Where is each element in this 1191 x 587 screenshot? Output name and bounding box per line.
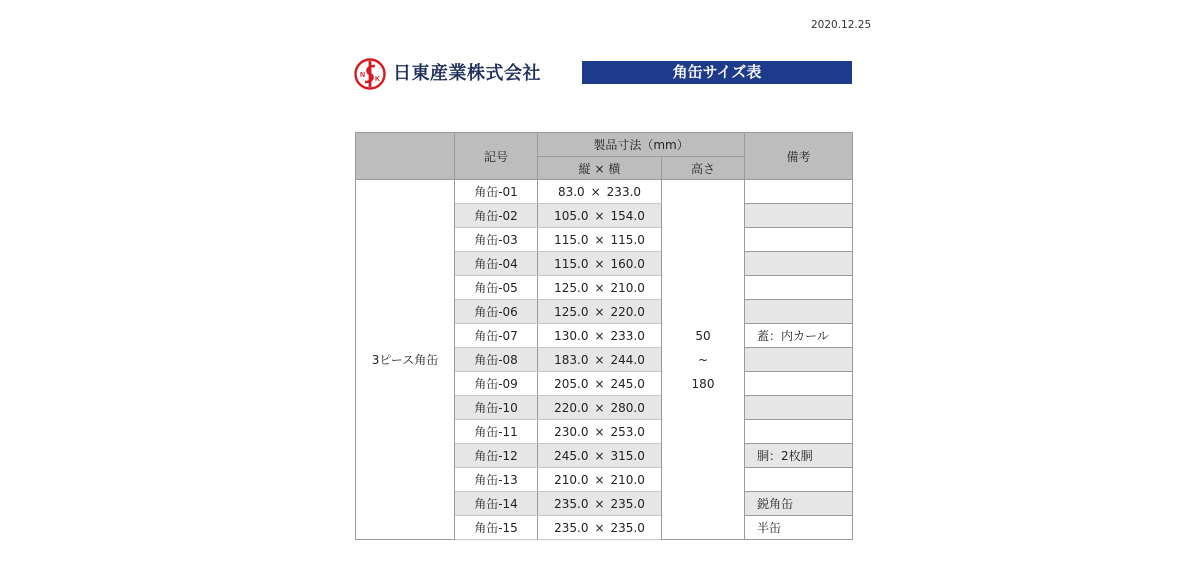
times-sign: × bbox=[594, 376, 605, 391]
code-cell: 角缶-01 bbox=[455, 180, 538, 204]
code-cell: 角缶-03 bbox=[455, 228, 538, 252]
times-sign: × bbox=[590, 184, 601, 199]
times-sign: × bbox=[594, 520, 605, 535]
remarks-cell bbox=[745, 420, 853, 444]
remarks-cell: 半缶 bbox=[745, 516, 853, 540]
times-sign: × bbox=[594, 400, 605, 415]
svg-text:N: N bbox=[360, 72, 366, 79]
dimension-cell bbox=[538, 324, 662, 348]
dimension-cell bbox=[538, 468, 662, 492]
remarks-cell bbox=[745, 372, 853, 396]
table-row bbox=[356, 180, 853, 204]
size-table bbox=[355, 132, 853, 540]
company-name: 日東産業株式会社 bbox=[393, 63, 541, 84]
dimensions-header: 製品寸法（mm） bbox=[538, 133, 745, 157]
width-value: 210.0 bbox=[610, 472, 645, 487]
code-cell: 角缶-12 bbox=[455, 444, 538, 468]
code-cell: 角缶-05 bbox=[455, 276, 538, 300]
remarks-cell bbox=[745, 396, 853, 420]
remarks-cell bbox=[745, 204, 853, 228]
length-value: 105.0 bbox=[554, 208, 589, 223]
remarks-cell bbox=[745, 468, 853, 492]
dimension-cell bbox=[538, 276, 662, 300]
width-value: 210.0 bbox=[610, 280, 645, 295]
length-value: 245.0 bbox=[554, 448, 589, 463]
remarks-cell bbox=[745, 228, 853, 252]
height-cell bbox=[662, 180, 745, 540]
page-title-banner: 角缶サイズ表 bbox=[582, 61, 852, 84]
remarks-cell bbox=[745, 300, 853, 324]
times-sign: × bbox=[594, 424, 605, 439]
length-value: 235.0 bbox=[554, 496, 589, 511]
length-value: 115.0 bbox=[554, 256, 589, 271]
remarks-header: 備考 bbox=[745, 133, 853, 180]
length-value: 130.0 bbox=[554, 328, 589, 343]
dimension-cell bbox=[538, 396, 662, 420]
remarks-cell bbox=[745, 180, 853, 204]
width-value: 233.0 bbox=[606, 184, 642, 199]
code-cell: 角缶-14 bbox=[455, 492, 538, 516]
code-cell: 角缶-11 bbox=[455, 420, 538, 444]
dimension-cell bbox=[538, 180, 662, 204]
length-value: 210.0 bbox=[554, 472, 589, 487]
remarks-cell bbox=[745, 252, 853, 276]
times-sign: × bbox=[594, 256, 605, 271]
width-value: 154.0 bbox=[610, 208, 645, 223]
dimension-cell bbox=[538, 372, 662, 396]
height-min: 50 bbox=[695, 328, 711, 343]
width-value: 233.0 bbox=[610, 328, 645, 343]
svg-text:K: K bbox=[375, 76, 381, 83]
code-cell: 角缶-08 bbox=[455, 348, 538, 372]
length-value: 125.0 bbox=[554, 280, 589, 295]
code-cell: 角缶-09 bbox=[455, 372, 538, 396]
code-cell: 角缶-06 bbox=[455, 300, 538, 324]
times-sign: × bbox=[594, 472, 605, 487]
length-value: 230.0 bbox=[554, 424, 589, 439]
width-value: 253.0 bbox=[610, 424, 645, 439]
length-value: 83.0 bbox=[557, 184, 585, 199]
length-value: 115.0 bbox=[554, 232, 589, 247]
code-cell: 角缶-13 bbox=[455, 468, 538, 492]
dimension-cell bbox=[538, 348, 662, 372]
times-sign: × bbox=[594, 328, 605, 343]
width-value: 160.0 bbox=[610, 256, 645, 271]
length-value: 125.0 bbox=[554, 304, 589, 319]
remarks-cell bbox=[745, 348, 853, 372]
width-value: 315.0 bbox=[610, 448, 645, 463]
width-value: 115.0 bbox=[610, 232, 645, 247]
height-max: 180 bbox=[691, 376, 715, 391]
remarks-cell: 蓋：内カール bbox=[745, 324, 853, 348]
times-sign: × bbox=[594, 496, 605, 511]
code-cell: 角缶-07 bbox=[455, 324, 538, 348]
times-sign: × bbox=[594, 208, 605, 223]
height-tilde: ~ bbox=[697, 352, 709, 367]
width-value: 244.0 bbox=[610, 352, 645, 367]
width-value: 235.0 bbox=[610, 520, 645, 535]
times-sign: × bbox=[594, 280, 605, 295]
times-sign: × bbox=[594, 304, 605, 319]
remarks-cell bbox=[745, 276, 853, 300]
width-value: 280.0 bbox=[610, 400, 645, 415]
type-header bbox=[356, 133, 455, 180]
length-value: 235.0 bbox=[554, 520, 589, 535]
remarks-cell: 鋭角缶 bbox=[745, 492, 853, 516]
length-width-header: 縦 × 横 bbox=[538, 157, 662, 180]
remarks-cell: 胴：2枚胴 bbox=[745, 444, 853, 468]
code-cell: 角缶-15 bbox=[455, 516, 538, 540]
times-sign: × bbox=[594, 352, 605, 367]
width-value: 235.0 bbox=[610, 496, 645, 511]
dimension-cell bbox=[538, 204, 662, 228]
dimension-cell bbox=[538, 420, 662, 444]
length-value: 220.0 bbox=[554, 400, 589, 415]
code-cell: 角缶-02 bbox=[455, 204, 538, 228]
type-cell: 3ピース角缶 bbox=[356, 180, 455, 540]
code-cell: 角缶-10 bbox=[455, 396, 538, 420]
height-header: 高さ bbox=[662, 157, 745, 180]
dimension-cell bbox=[538, 516, 662, 540]
date-label: 2020.12.25 bbox=[811, 19, 872, 31]
symbol-header: 記号 bbox=[455, 133, 538, 180]
width-value: 245.0 bbox=[610, 376, 645, 391]
dimension-cell bbox=[538, 228, 662, 252]
dimension-cell bbox=[538, 252, 662, 276]
nsk-logo-icon bbox=[354, 58, 386, 90]
dimension-cell bbox=[538, 492, 662, 516]
code-cell: 角缶-04 bbox=[455, 252, 538, 276]
width-value: 220.0 bbox=[610, 304, 645, 319]
dimension-cell bbox=[538, 300, 662, 324]
times-sign: × bbox=[594, 232, 605, 247]
dimension-cell bbox=[538, 444, 662, 468]
length-value: 205.0 bbox=[554, 376, 589, 391]
times-sign: × bbox=[594, 448, 605, 463]
length-value: 183.0 bbox=[554, 352, 589, 367]
